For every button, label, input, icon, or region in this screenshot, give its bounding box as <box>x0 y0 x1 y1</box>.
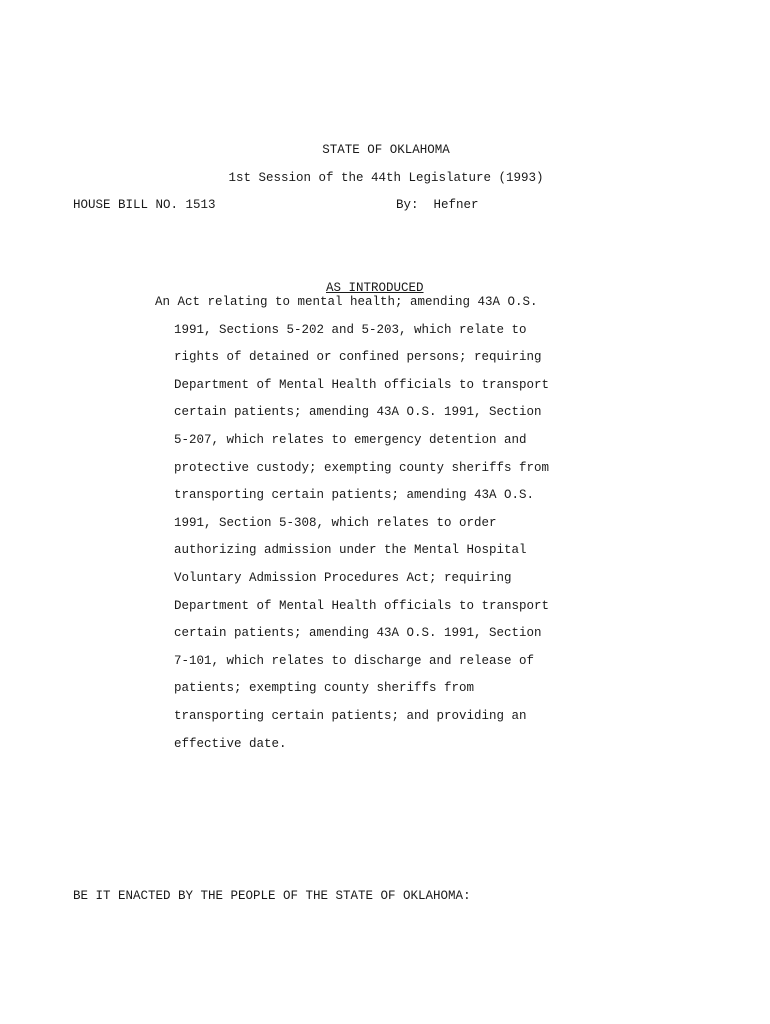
act-title-line: 1991, Sections 5-202 and 5-203, which relate to <box>174 322 527 337</box>
act-title-line: certain patients; amending 43A O.S. 1991, Section <box>174 626 542 641</box>
act-title-line: certain patients; amending 43A O.S. 1991, Section <box>174 405 542 420</box>
session-heading: 1st Session of the 44th Legislature (1993) <box>228 171 544 185</box>
act-title-line: transporting certain patients; amending 43A O.S. <box>174 488 535 503</box>
bill-author: By: Hefner <box>396 198 479 212</box>
act-title-line: An Act relating to mental health; amending 43A O.S. <box>155 295 538 309</box>
act-title-line: Voluntary Admission Procedures Act; requiring <box>174 570 512 585</box>
enacting-clause: BE IT ENACTED BY THE PEOPLE OF THE STATE OF OKLAHOMA: <box>73 889 471 903</box>
act-title-line: transporting certain patients; and providing an <box>174 708 527 723</box>
act-title-line: Department of Mental Health officials to transport <box>174 377 550 392</box>
bill-status: AS INTRODUCED <box>326 281 424 295</box>
act-title-line: patients; exempting county sheriffs from <box>174 681 475 696</box>
act-title-line: 5-207, which relates to emergency detention and <box>174 432 527 447</box>
act-title-line: 7-101, which relates to discharge and release of <box>174 653 535 668</box>
act-title-line: authorizing admission under the Mental Hospital <box>174 543 527 558</box>
act-title-line: protective custody; exempting county sheriffs from <box>174 460 550 475</box>
state-heading: STATE OF OKLAHOMA <box>322 143 450 157</box>
act-title <box>155 294 655 763</box>
act-title-line: rights of detained or confined persons; requiring <box>174 350 542 365</box>
act-title-line: 1991, Section 5-308, which relates to order <box>174 515 497 530</box>
act-title-line: effective date. <box>174 736 287 751</box>
bill-number: HOUSE BILL NO. 1513 <box>73 198 216 212</box>
act-title-line: Department of Mental Health officials to transport <box>174 598 550 613</box>
